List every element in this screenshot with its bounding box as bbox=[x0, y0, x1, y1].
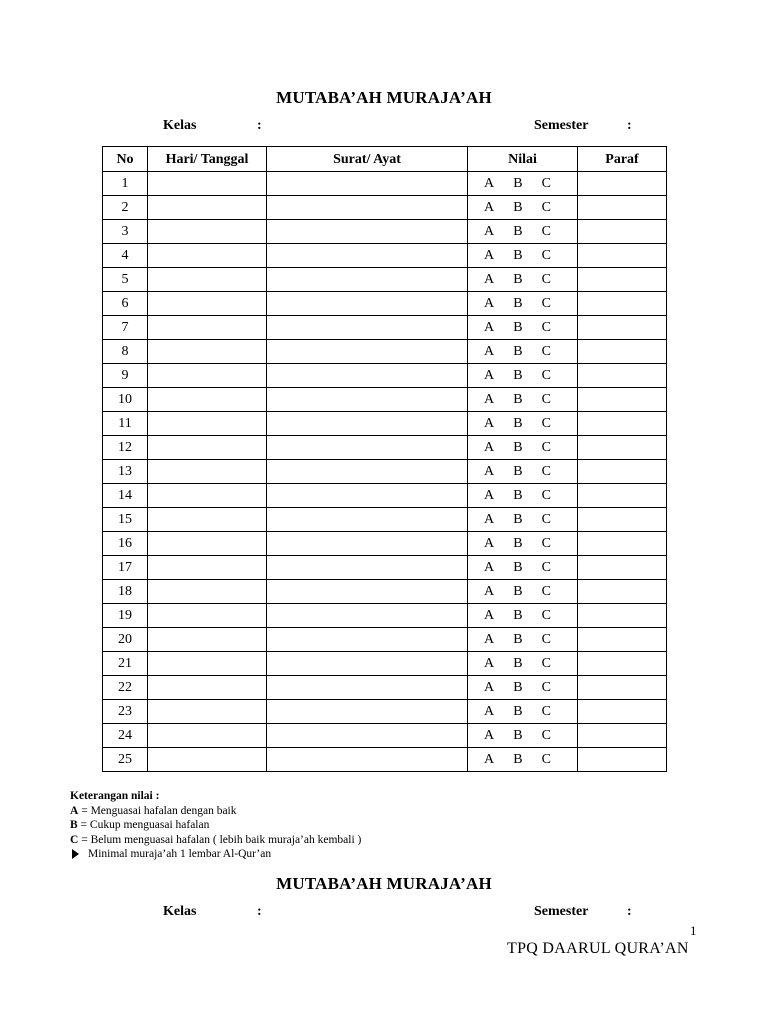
grade-option-b[interactable]: B bbox=[513, 416, 523, 431]
grade-option-b[interactable]: B bbox=[513, 368, 523, 383]
grade-option-a[interactable]: A bbox=[484, 752, 495, 767]
column-header-hari-tanggal: Hari/ Tanggal bbox=[148, 147, 267, 172]
grade-options bbox=[468, 364, 577, 387]
grade-option-c[interactable]: C bbox=[541, 344, 551, 359]
grade-options bbox=[468, 484, 577, 507]
surat-ayat-cell[interactable] bbox=[267, 652, 468, 676]
kelas-colon: : bbox=[257, 904, 262, 919]
grade-option-a[interactable]: A bbox=[484, 464, 495, 479]
nilai-cell bbox=[468, 724, 578, 748]
nilai-cell bbox=[468, 292, 578, 316]
grade-option-b[interactable]: B bbox=[513, 728, 523, 743]
grade-option-a[interactable]: A bbox=[484, 176, 495, 191]
table-row bbox=[103, 340, 667, 364]
grade-option-c[interactable]: C bbox=[541, 416, 551, 431]
kelas-label: Kelas bbox=[163, 118, 197, 133]
page-title: MUTABA’AH MURAJA’AH bbox=[276, 88, 492, 107]
grade-option-c[interactable]: C bbox=[541, 704, 551, 719]
nilai-cell bbox=[468, 508, 578, 532]
hari-tanggal-cell[interactable] bbox=[148, 580, 267, 604]
grade-option-b[interactable]: B bbox=[513, 248, 523, 263]
paraf-cell[interactable] bbox=[578, 196, 667, 220]
surat-ayat-cell[interactable] bbox=[267, 268, 468, 292]
second-kelas-field bbox=[163, 904, 262, 920]
surat-ayat-cell[interactable] bbox=[267, 484, 468, 508]
hari-tanggal-cell[interactable] bbox=[148, 676, 267, 700]
paraf-cell[interactable] bbox=[578, 220, 667, 244]
table-header-row bbox=[103, 147, 667, 172]
grade-options bbox=[468, 460, 577, 483]
hari-tanggal-cell[interactable] bbox=[148, 244, 267, 268]
nilai-cell bbox=[468, 580, 578, 604]
row-number: 25 bbox=[103, 748, 148, 772]
arrow-bullet-icon bbox=[72, 849, 79, 859]
row-number: 22 bbox=[103, 676, 148, 700]
grade-options bbox=[468, 436, 577, 459]
grade-option-a[interactable]: A bbox=[484, 536, 495, 551]
row-number: 17 bbox=[103, 556, 148, 580]
semester-label: Semester bbox=[534, 904, 589, 919]
hari-tanggal-cell[interactable] bbox=[148, 604, 267, 628]
nilai-cell bbox=[468, 220, 578, 244]
grade-options bbox=[468, 292, 577, 315]
paraf-cell[interactable] bbox=[578, 388, 667, 412]
table-row bbox=[103, 532, 667, 556]
grade-option-a[interactable]: A bbox=[484, 248, 495, 263]
grade-options bbox=[468, 532, 577, 555]
grade-option-b[interactable]: B bbox=[513, 560, 523, 575]
row-number: 8 bbox=[103, 340, 148, 364]
surat-ayat-cell[interactable] bbox=[267, 412, 468, 436]
grade-option-c[interactable]: C bbox=[541, 296, 551, 311]
table-row bbox=[103, 580, 667, 604]
grade-option-c[interactable]: C bbox=[541, 392, 551, 407]
grade-option-c[interactable]: C bbox=[541, 176, 551, 191]
paraf-cell[interactable] bbox=[578, 652, 667, 676]
kelas-label: Kelas bbox=[163, 904, 197, 919]
nilai-cell bbox=[468, 652, 578, 676]
hari-tanggal-cell[interactable] bbox=[148, 628, 267, 652]
grade-option-b[interactable]: B bbox=[513, 536, 523, 551]
grade-option-a[interactable]: A bbox=[484, 488, 495, 503]
row-number: 15 bbox=[103, 508, 148, 532]
column-header-no: No bbox=[103, 147, 148, 172]
legend-text: Menguasai hafalan dengan baik bbox=[90, 804, 237, 817]
grade-option-b[interactable]: B bbox=[513, 608, 523, 623]
grade-options bbox=[468, 748, 577, 771]
grade-options bbox=[468, 220, 577, 243]
grade-option-a[interactable]: A bbox=[484, 224, 495, 239]
grade-options bbox=[468, 724, 577, 747]
grade-options bbox=[468, 580, 577, 603]
row-number: 14 bbox=[103, 484, 148, 508]
grade-options bbox=[468, 676, 577, 699]
grade-option-a[interactable]: A bbox=[484, 272, 495, 287]
legend-sep: = bbox=[77, 819, 90, 831]
row-number: 7 bbox=[103, 316, 148, 340]
grade-options bbox=[468, 244, 577, 267]
row-number: 5 bbox=[103, 268, 148, 292]
nilai-cell bbox=[468, 436, 578, 460]
semester-colon: : bbox=[627, 118, 632, 133]
hari-tanggal-cell[interactable] bbox=[148, 724, 267, 748]
paraf-cell[interactable] bbox=[578, 316, 667, 340]
legend-bullet-text: Minimal muraja’ah 1 lembar Al-Qur’an bbox=[88, 848, 272, 860]
grade-option-b[interactable]: B bbox=[513, 344, 523, 359]
paraf-cell[interactable] bbox=[578, 436, 667, 460]
row-number: 18 bbox=[103, 580, 148, 604]
grade-option-c[interactable]: C bbox=[541, 560, 551, 575]
hari-tanggal-cell[interactable] bbox=[148, 484, 267, 508]
paraf-cell[interactable] bbox=[578, 364, 667, 388]
grade-option-c[interactable]: C bbox=[541, 728, 551, 743]
surat-ayat-cell[interactable] bbox=[267, 532, 468, 556]
nilai-cell bbox=[468, 676, 578, 700]
column-header-paraf: Paraf bbox=[578, 147, 667, 172]
kelas-colon: : bbox=[257, 118, 262, 133]
grade-option-a[interactable]: A bbox=[484, 632, 495, 647]
table-row bbox=[103, 556, 667, 580]
row-number: 12 bbox=[103, 436, 148, 460]
column-header-surat-ayat: Surat/ Ayat bbox=[267, 147, 468, 172]
legend-key: C bbox=[70, 833, 79, 846]
surat-ayat-cell[interactable] bbox=[267, 436, 468, 460]
grade-option-b[interactable]: B bbox=[513, 224, 523, 239]
grade-options bbox=[468, 412, 577, 435]
grade-option-c[interactable]: C bbox=[541, 440, 551, 455]
paraf-cell[interactable] bbox=[578, 556, 667, 580]
grade-option-a[interactable]: A bbox=[484, 368, 495, 383]
hari-tanggal-cell[interactable] bbox=[148, 172, 267, 196]
grade-option-c[interactable]: C bbox=[541, 536, 551, 551]
nilai-cell bbox=[468, 364, 578, 388]
table-row bbox=[103, 700, 667, 724]
table-row bbox=[103, 268, 667, 292]
paraf-cell[interactable] bbox=[578, 604, 667, 628]
table-row bbox=[103, 196, 667, 220]
hari-tanggal-cell[interactable] bbox=[148, 220, 267, 244]
paraf-cell[interactable] bbox=[578, 292, 667, 316]
hari-tanggal-cell[interactable] bbox=[148, 364, 267, 388]
grade-option-b[interactable]: B bbox=[513, 680, 523, 695]
nilai-cell bbox=[468, 628, 578, 652]
paraf-cell[interactable] bbox=[578, 700, 667, 724]
murajaah-table bbox=[102, 146, 667, 772]
table-row bbox=[103, 604, 667, 628]
surat-ayat-cell[interactable] bbox=[267, 244, 468, 268]
table-row bbox=[103, 364, 667, 388]
row-number: 24 bbox=[103, 724, 148, 748]
table-row bbox=[103, 244, 667, 268]
nilai-cell bbox=[468, 700, 578, 724]
legend-key: B bbox=[70, 819, 78, 831]
hari-tanggal-cell[interactable] bbox=[148, 436, 267, 460]
table-row bbox=[103, 292, 667, 316]
grade-options bbox=[468, 628, 577, 651]
column-header-nilai: Nilai bbox=[468, 147, 578, 172]
surat-ayat-cell[interactable] bbox=[267, 700, 468, 724]
paraf-cell[interactable] bbox=[578, 268, 667, 292]
nilai-cell bbox=[468, 556, 578, 580]
grade-option-b[interactable]: B bbox=[513, 704, 523, 719]
surat-ayat-cell[interactable] bbox=[267, 316, 468, 340]
row-number: 3 bbox=[103, 220, 148, 244]
grade-option-b[interactable]: B bbox=[513, 584, 523, 599]
surat-ayat-cell[interactable] bbox=[267, 340, 468, 364]
hari-tanggal-cell[interactable] bbox=[148, 652, 267, 676]
grade-option-b[interactable]: B bbox=[513, 632, 523, 647]
row-number: 11 bbox=[103, 412, 148, 436]
table-row bbox=[103, 652, 667, 676]
row-number: 1 bbox=[103, 172, 148, 196]
grade-option-a[interactable]: A bbox=[484, 440, 495, 455]
grade-option-b[interactable]: B bbox=[513, 464, 523, 479]
table-row bbox=[103, 316, 667, 340]
surat-ayat-cell[interactable] bbox=[267, 676, 468, 700]
table-body bbox=[103, 172, 667, 772]
nilai-cell bbox=[468, 340, 578, 364]
semester-label: Semester bbox=[534, 118, 589, 133]
paraf-cell[interactable] bbox=[578, 532, 667, 556]
grade-options bbox=[468, 340, 577, 363]
grade-option-a[interactable]: A bbox=[484, 656, 495, 671]
grade-option-a[interactable]: A bbox=[484, 416, 495, 431]
grade-options bbox=[468, 700, 577, 723]
grade-option-c[interactable]: C bbox=[541, 224, 551, 239]
grade-options bbox=[468, 604, 577, 627]
nilai-cell bbox=[468, 532, 578, 556]
hari-tanggal-cell[interactable] bbox=[148, 196, 267, 220]
grade-option-b[interactable]: B bbox=[513, 176, 523, 191]
table-row bbox=[103, 460, 667, 484]
grade-options bbox=[468, 556, 577, 579]
grade-options bbox=[468, 508, 577, 531]
table-row bbox=[103, 220, 667, 244]
hari-tanggal-cell[interactable] bbox=[148, 388, 267, 412]
table-row bbox=[103, 172, 667, 196]
row-number: 10 bbox=[103, 388, 148, 412]
surat-ayat-cell[interactable] bbox=[267, 292, 468, 316]
grade-option-c[interactable]: C bbox=[541, 512, 551, 527]
footer-brand: TPQ DAARUL QURA’AN bbox=[507, 940, 689, 957]
surat-ayat-cell[interactable] bbox=[267, 364, 468, 388]
grade-options bbox=[468, 652, 577, 675]
grade-options bbox=[468, 172, 577, 195]
grade-option-b[interactable]: B bbox=[513, 440, 523, 455]
hari-tanggal-cell[interactable] bbox=[148, 316, 267, 340]
second-page-title: MUTABA’AH MURAJA’AH bbox=[276, 874, 492, 893]
row-number: 16 bbox=[103, 532, 148, 556]
table-row bbox=[103, 628, 667, 652]
grade-option-c[interactable]: C bbox=[541, 656, 551, 671]
paraf-cell[interactable] bbox=[578, 340, 667, 364]
grade-option-c[interactable]: C bbox=[541, 608, 551, 623]
table-row bbox=[103, 436, 667, 460]
row-number: 21 bbox=[103, 652, 148, 676]
paraf-cell[interactable] bbox=[578, 580, 667, 604]
grade-option-c[interactable]: C bbox=[541, 680, 551, 695]
grade-option-b[interactable]: B bbox=[513, 488, 523, 503]
hari-tanggal-cell[interactable] bbox=[148, 700, 267, 724]
grade-option-a[interactable]: A bbox=[484, 512, 495, 527]
surat-ayat-cell[interactable] bbox=[267, 172, 468, 196]
grade-option-c[interactable]: C bbox=[541, 200, 551, 215]
row-number: 13 bbox=[103, 460, 148, 484]
grade-option-b[interactable]: B bbox=[513, 752, 523, 767]
legend-item-a bbox=[70, 804, 361, 819]
nilai-cell bbox=[468, 196, 578, 220]
nilai-cell bbox=[468, 748, 578, 772]
grade-option-a[interactable]: A bbox=[484, 704, 495, 719]
paraf-cell[interactable] bbox=[578, 172, 667, 196]
surat-ayat-cell[interactable] bbox=[267, 460, 468, 484]
grade-option-c[interactable]: C bbox=[541, 464, 551, 479]
surat-ayat-cell[interactable] bbox=[267, 748, 468, 772]
hari-tanggal-cell[interactable] bbox=[148, 460, 267, 484]
grade-option-a[interactable]: A bbox=[484, 320, 495, 335]
surat-ayat-cell[interactable] bbox=[267, 724, 468, 748]
semester-colon: : bbox=[627, 904, 632, 919]
grade-option-c[interactable]: C bbox=[541, 752, 551, 767]
table-row bbox=[103, 484, 667, 508]
grade-option-a[interactable]: A bbox=[484, 680, 495, 695]
grade-option-a[interactable]: A bbox=[484, 200, 495, 215]
surat-ayat-cell[interactable] bbox=[267, 580, 468, 604]
paraf-cell[interactable] bbox=[578, 484, 667, 508]
grade-option-a[interactable]: A bbox=[484, 584, 495, 599]
semester-field bbox=[534, 118, 632, 134]
paraf-cell[interactable] bbox=[578, 412, 667, 436]
hari-tanggal-cell[interactable] bbox=[148, 556, 267, 580]
grade-option-b[interactable]: B bbox=[513, 512, 523, 527]
paraf-cell[interactable] bbox=[578, 628, 667, 652]
legend-bullet bbox=[70, 847, 361, 862]
grade-options bbox=[468, 196, 577, 219]
grade-option-c[interactable]: C bbox=[541, 368, 551, 383]
surat-ayat-cell[interactable] bbox=[267, 628, 468, 652]
legend-sep: = bbox=[78, 804, 91, 817]
paraf-cell[interactable] bbox=[578, 460, 667, 484]
legend-text: Belum menguasai hafalan ( lebih baik muraja’ah kembali ) bbox=[90, 833, 362, 846]
grade-option-a[interactable]: A bbox=[484, 392, 495, 407]
grade-option-a[interactable]: A bbox=[484, 344, 495, 359]
paraf-cell[interactable] bbox=[578, 724, 667, 748]
table-row bbox=[103, 748, 667, 772]
hari-tanggal-cell[interactable] bbox=[148, 508, 267, 532]
hari-tanggal-cell[interactable] bbox=[148, 292, 267, 316]
nilai-cell bbox=[468, 268, 578, 292]
grade-options bbox=[468, 268, 577, 291]
grade-option-c[interactable]: C bbox=[541, 248, 551, 263]
grade-option-a[interactable]: A bbox=[484, 560, 495, 575]
grade-options bbox=[468, 388, 577, 411]
grade-option-c[interactable]: C bbox=[541, 632, 551, 647]
grade-legend bbox=[70, 789, 361, 862]
nilai-cell bbox=[468, 388, 578, 412]
nilai-cell bbox=[468, 604, 578, 628]
surat-ayat-cell[interactable] bbox=[267, 220, 468, 244]
surat-ayat-cell[interactable] bbox=[267, 556, 468, 580]
kelas-field bbox=[163, 118, 262, 134]
nilai-cell bbox=[468, 172, 578, 196]
row-number: 19 bbox=[103, 604, 148, 628]
grade-option-a[interactable]: A bbox=[484, 608, 495, 623]
table-row bbox=[103, 724, 667, 748]
nilai-cell bbox=[468, 412, 578, 436]
grade-option-c[interactable]: C bbox=[541, 488, 551, 503]
grade-option-b[interactable]: B bbox=[513, 320, 523, 335]
legend-item-c bbox=[70, 833, 361, 848]
grade-option-b[interactable]: B bbox=[513, 200, 523, 215]
legend-heading: Keterangan nilai : bbox=[70, 790, 160, 802]
nilai-cell bbox=[468, 244, 578, 268]
legend-item-b bbox=[70, 818, 361, 833]
surat-ayat-cell[interactable] bbox=[267, 388, 468, 412]
grade-option-c[interactable]: C bbox=[541, 584, 551, 599]
paraf-cell[interactable] bbox=[578, 748, 667, 772]
nilai-cell bbox=[468, 316, 578, 340]
grade-option-b[interactable]: B bbox=[513, 392, 523, 407]
grade-option-c[interactable]: C bbox=[541, 320, 551, 335]
table-row bbox=[103, 676, 667, 700]
hari-tanggal-cell[interactable] bbox=[148, 340, 267, 364]
legend-text: Cukup menguasai hafalan bbox=[89, 819, 210, 831]
row-number: 9 bbox=[103, 364, 148, 388]
hari-tanggal-cell[interactable] bbox=[148, 748, 267, 772]
paraf-cell[interactable] bbox=[578, 244, 667, 268]
table-row bbox=[103, 412, 667, 436]
row-number: 20 bbox=[103, 628, 148, 652]
row-number: 4 bbox=[103, 244, 148, 268]
grade-option-c[interactable]: C bbox=[541, 272, 551, 287]
surat-ayat-cell[interactable] bbox=[267, 196, 468, 220]
nilai-cell bbox=[468, 484, 578, 508]
grade-option-b[interactable]: B bbox=[513, 272, 523, 287]
nilai-cell bbox=[468, 460, 578, 484]
paraf-cell[interactable] bbox=[578, 508, 667, 532]
second-semester-field bbox=[534, 904, 632, 920]
grade-option-a[interactable]: A bbox=[484, 296, 495, 311]
grade-option-b[interactable]: B bbox=[513, 656, 523, 671]
grade-option-b[interactable]: B bbox=[513, 296, 523, 311]
row-number: 23 bbox=[103, 700, 148, 724]
table-row bbox=[103, 508, 667, 532]
hari-tanggal-cell[interactable] bbox=[148, 268, 267, 292]
grade-option-a[interactable]: A bbox=[484, 728, 495, 743]
paraf-cell[interactable] bbox=[578, 676, 667, 700]
grade-options bbox=[468, 316, 577, 339]
surat-ayat-cell[interactable] bbox=[267, 604, 468, 628]
page-number: 1 bbox=[690, 923, 697, 938]
hari-tanggal-cell[interactable] bbox=[148, 532, 267, 556]
legend-sep: = bbox=[78, 833, 91, 846]
surat-ayat-cell[interactable] bbox=[267, 508, 468, 532]
table-row bbox=[103, 388, 667, 412]
row-number: 2 bbox=[103, 196, 148, 220]
legend-key: A bbox=[70, 804, 79, 817]
row-number: 6 bbox=[103, 292, 148, 316]
hari-tanggal-cell[interactable] bbox=[148, 412, 267, 436]
